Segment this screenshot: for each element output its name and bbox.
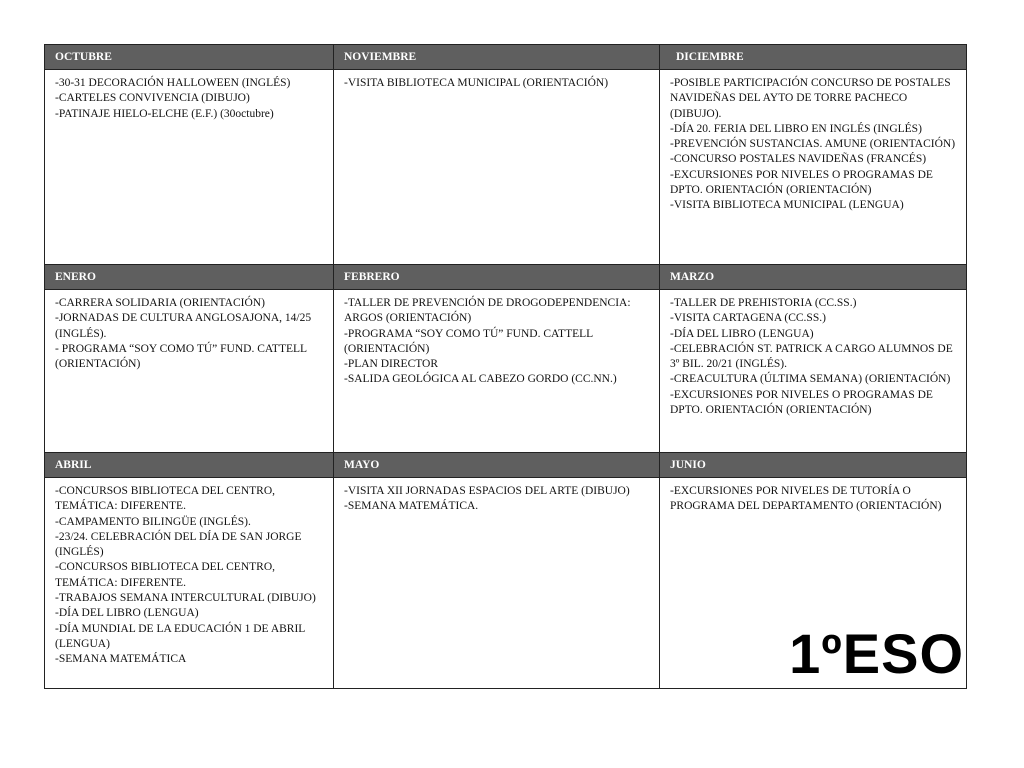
activity-item: -PATINAJE HIELO-ELCHE (E.F.) (30octubre) (55, 107, 274, 120)
activity-item: -TALLER DE PREHISTORIA (CC.SS.) (670, 297, 857, 309)
month-header: MAYO (334, 453, 660, 478)
activities-cell (334, 70, 660, 265)
activities-cell (334, 290, 660, 453)
month-header: ENERO (45, 265, 334, 290)
activity-item: -VISITA CARTAGENA (CC.SS.) (670, 312, 826, 325)
activity-item: -CARTELES CONVIVENCIA (DIBUJO) (55, 92, 250, 105)
activities-row (45, 290, 967, 453)
month-header: MARZO (660, 265, 967, 290)
activity-item: -PROGRAMA “SOY COMO TÚ” FUND. CATTELL (ORIENTACIÓN) (344, 327, 593, 355)
month-header: JUNIO (660, 453, 967, 478)
activity-item: -EXCURSIONES POR NIVELES O PROGRAMAS DE DPTO. ORIENTACIÓN (ORIENTACIÓN) (670, 388, 933, 417)
activity-item: -SEMANA MATEMÁTICA. (344, 500, 479, 513)
activities-cell (45, 290, 334, 453)
month-header: ABRIL (45, 453, 334, 478)
activity-item: -TALLER DE PREVENCIÓN DE DROGODEPENDENCIA: ARGOS (ORIENTACIÓN) (344, 297, 631, 325)
activity-item: -23/24. CELEBRACIÓN DEL DÍA DE SAN JORGE (INGLÉS) (55, 530, 302, 559)
activity-item: -CONCURSOS BIBLIOTECA DEL CENTRO, TEMÁTICA: DIFERENTE. (55, 485, 275, 513)
month-header: NOVIEMBRE (334, 45, 660, 70)
activity-item: -CREACULTURA (ÚLTIMA SEMANA) (ORIENTACIÓN) (670, 373, 951, 386)
activity-item: -CARRERA SOLIDARIA (ORIENTACIÓN) (55, 297, 265, 309)
month-header-row (45, 45, 967, 70)
activity-item: -DÍA DEL LIBRO (LENGUA) (55, 607, 199, 620)
activity-item: -EXCURSIONES POR NIVELES DE TUTORÍA O PROGRAMA DEL DEPARTAMENTO (ORIENTACIÓN) (670, 485, 942, 513)
activity-item: -VISITA BIBLIOTECA MUNICIPAL (LENGUA) (670, 199, 904, 212)
activity-item: -SALIDA GEOLÓGICA AL CABEZO GORDO (CC.NN.) (344, 373, 617, 386)
activity-item: -30-31 DECORACIÓN HALLOWEEN (INGLÉS) (55, 77, 291, 89)
activities-cell (45, 70, 334, 265)
activity-item: -PLAN DIRECTOR (344, 358, 439, 371)
activities-row (45, 70, 967, 265)
grade-label: 1ºESO (789, 622, 964, 685)
month-header: OCTUBRE (45, 45, 334, 70)
month-header-row (45, 453, 967, 478)
activity-item: -TRABAJOS SEMANA INTERCULTURAL (DIBUJO) (55, 592, 316, 605)
activity-item: -SEMANA MATEMÁTICA (55, 653, 187, 666)
activity-item: -POSIBLE PARTICIPACIÓN CONCURSO DE POSTALES NAVIDEÑAS DEL AYTO DE TORRE PACHECO (DIBUJO). (670, 77, 951, 120)
activities-cell (660, 290, 967, 453)
activity-item: -PREVENCIÓN SUSTANCIAS. AMUNE (ORIENTACIÓN) (670, 138, 956, 151)
month-header-row (45, 265, 967, 290)
activity-item: -JORNADAS DE CULTURA ANGLOSAJONA, 14/25 (INGLÉS). (55, 312, 312, 340)
month-header: FEBRERO (334, 265, 660, 290)
activities-cell (334, 478, 660, 689)
activities-cell (660, 70, 967, 265)
activity-item: -DÍA MUNDIAL DE LA EDUCACIÓN 1 DE ABRIL (LENGUA) (55, 622, 305, 650)
activity-item: -VISITA XII JORNADAS ESPACIOS DEL ARTE (DIBUJO) (344, 485, 630, 497)
activity-item: -CELEBRACIÓN ST. PATRICK A CARGO ALUMNOS DE 3º BIL. 20/21 (INGLÉS). (670, 342, 953, 371)
schedule-table (44, 44, 967, 689)
activity-item: -DÍA DEL LIBRO (LENGUA) (670, 327, 814, 340)
activities-cell (45, 478, 334, 689)
activity-item: -EXCURSIONES POR NIVELES O PROGRAMAS DE DPTO. ORIENTACIÓN (ORIENTACIÓN) (670, 168, 933, 197)
activity-item: - PROGRAMA “SOY COMO TÚ” FUND. CATTELL (ORIENTACIÓN) (55, 342, 307, 371)
activity-item: -CONCURSO POSTALES NAVIDEÑAS (FRANCÉS) (670, 153, 927, 166)
activity-item: -DÍA 20. FERIA DEL LIBRO EN INGLÉS (INGLÉS) (670, 122, 922, 135)
activity-item: -CONCURSOS BIBLIOTECA DEL CENTRO, TEMÁTICA: DIFERENTE. (55, 561, 275, 589)
activity-item: -CAMPAMENTO BILINGÜE (INGLÉS). (55, 515, 251, 528)
activity-item: -VISITA BIBLIOTECA MUNICIPAL (ORIENTACIÓN) (344, 77, 609, 89)
month-header: DICIEMBRE (660, 45, 967, 70)
